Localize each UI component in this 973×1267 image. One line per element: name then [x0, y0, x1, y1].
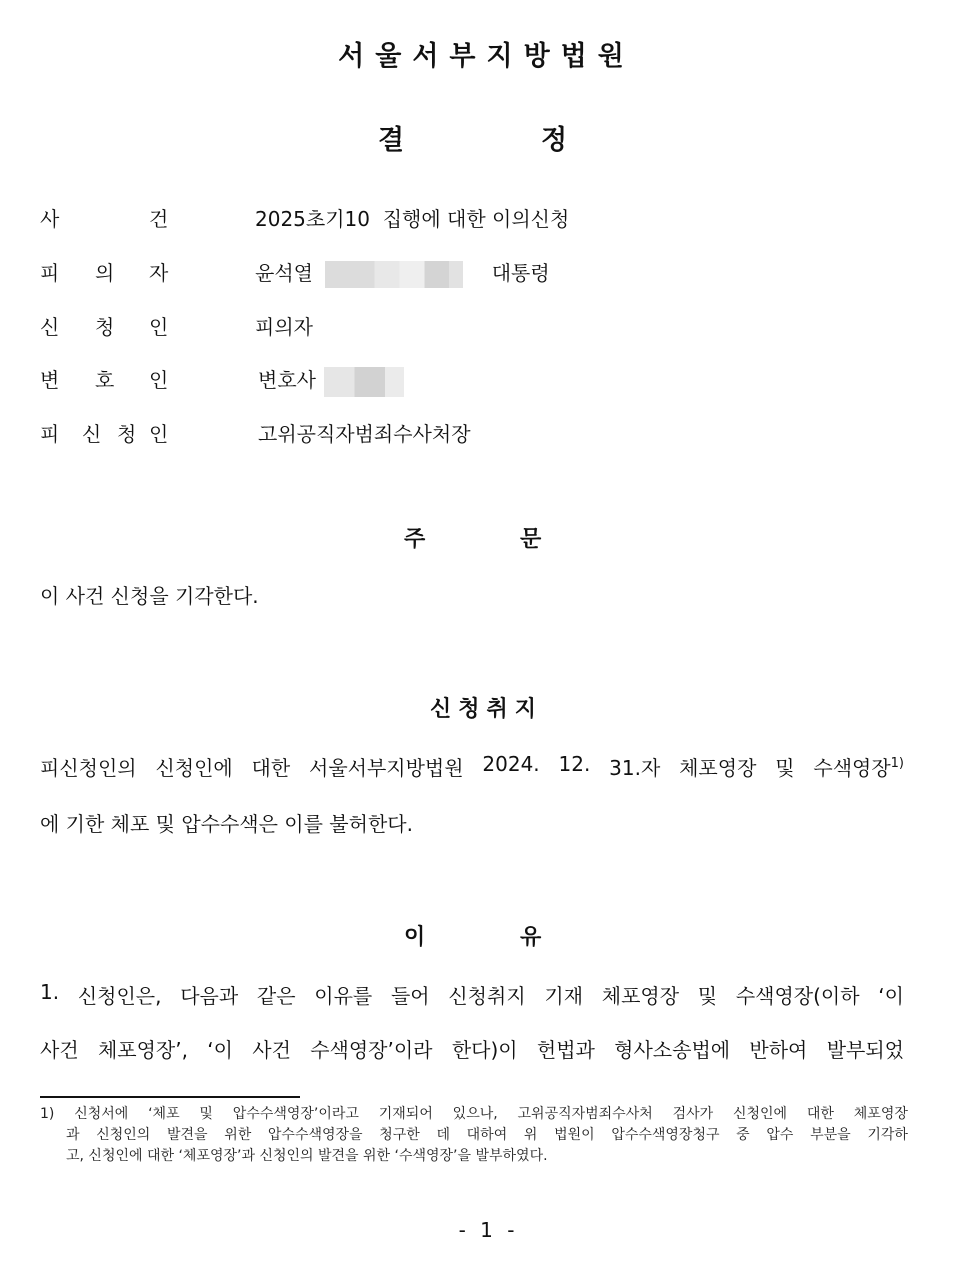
- reasons-line-1: 1. 신청인은, 다음과 같은 이유를 들어 신청취지 기재 체포영장 및 수색영장(이하 ‘이: [40, 980, 904, 1008]
- court-name: 서울서부지방법원: [338, 41, 635, 72]
- section-heading-order: 주 문: [404, 527, 542, 552]
- footnote: [40, 1104, 908, 1167]
- redacted-block: [325, 261, 463, 288]
- field-value: 2025초기10 집행에 대한 이의신청: [255, 207, 570, 231]
- reasons-line-2: 사건 체포영장’, ‘이 사건 수색영장’이라 한다)이 헌법과 형사소송법에 반하여 발부되었: [40, 1038, 904, 1062]
- footnote-line-3: 고, 신청인에 대한 ‘체포영장’과 신청인의 발견을 위한 ‘수색영장’을 발부하였다.: [66, 1148, 548, 1164]
- field-value: [258, 364, 404, 397]
- footnote-line-1: 1) 신청서에 ‘체포 및 압수수색영장’이라고 기재되어 있으나, 고위공직자범죄수사처 검사가 신청인에 대한 체포영장: [40, 1104, 908, 1125]
- section-heading-purpose: 신청취지: [429, 697, 543, 722]
- footnote-ref[interactable]: 1): [890, 756, 904, 771]
- suspect-name: 윤석열: [255, 261, 313, 285]
- field-value: 피의자: [255, 315, 313, 339]
- field-case: 사 건 2025초기10 집행에 대한 이의신청: [0, 203, 973, 233]
- field-counsel: 변 호 인 변호사: [0, 364, 973, 394]
- title-char: 정: [541, 125, 568, 156]
- field-applicant: 신 청 인 피의자: [0, 311, 973, 341]
- page-number: - 1 -: [458, 1218, 515, 1242]
- footnote-divider: [40, 1096, 300, 1098]
- footnote-marker: 1): [40, 1106, 55, 1122]
- suspect-title: 대통령: [491, 261, 550, 285]
- field-value: 고위공직자범죄수사처장: [258, 422, 471, 446]
- redacted-block: [324, 367, 404, 397]
- counsel-title: 변호사: [258, 368, 316, 392]
- section-heading-reasons: 이 유: [404, 925, 542, 950]
- field-respondent: 피 신 청 인 고위공직자범죄수사처장: [0, 418, 973, 448]
- field-suspect: 피 의 자 윤석열 대통령: [0, 257, 973, 287]
- order-text: 이 사건 신청을 기각한다.: [40, 584, 259, 608]
- purpose-line-2: 에 기한 체포 및 압수수색은 이를 불허한다.: [40, 812, 413, 836]
- document-title: [0, 118, 973, 154]
- field-value: [255, 257, 550, 288]
- title-char: 결: [378, 125, 405, 156]
- purpose-line-1: 피신청인의 신청인에 대한 서울서부지방법원 2024. 12. 31.자 체포영장 및 수색영장$^{1)}$: [40, 752, 904, 780]
- footnote-line-2: 과 신청인의 발견을 위한 압수수색영장을 청구한 데 대하여 위 법원이 압수수색영장청구 중 압수 부분을 기각하: [66, 1127, 908, 1143]
